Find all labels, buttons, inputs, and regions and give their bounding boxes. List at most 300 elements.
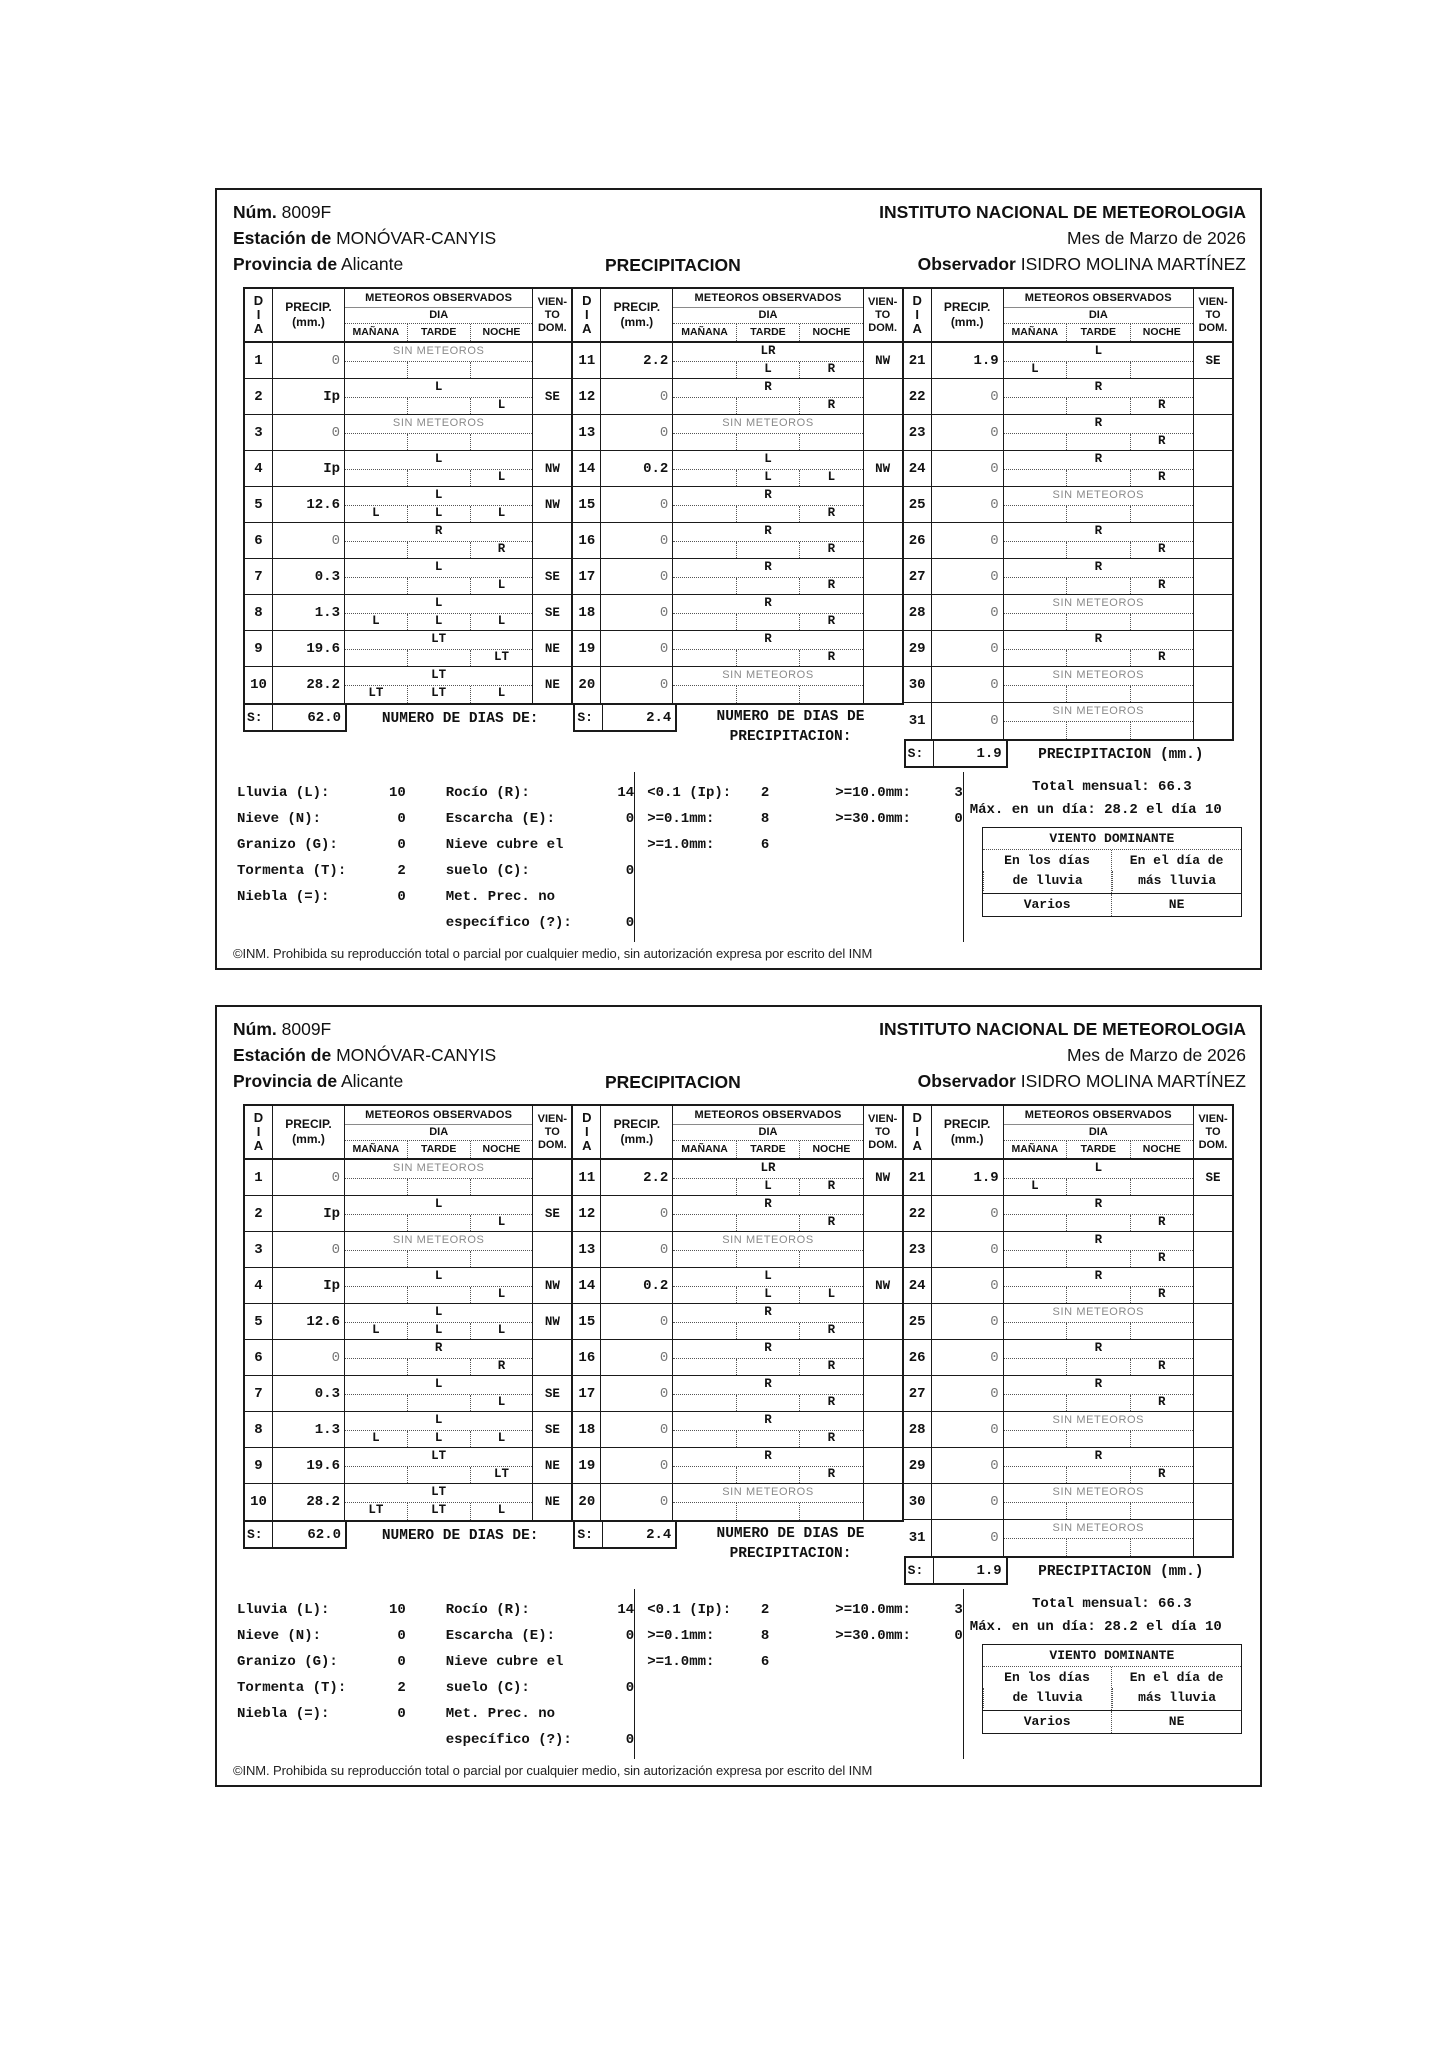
meteoros-column-header xyxy=(1004,1106,1194,1158)
meteor-periods xyxy=(673,1467,862,1483)
sum-label: S: xyxy=(575,705,603,730)
summary-zone xyxy=(217,772,1260,942)
wind-value xyxy=(864,1412,902,1447)
precip-value: 0 xyxy=(932,1520,1004,1556)
meteor-periods xyxy=(1004,1503,1193,1519)
day-number: 31 xyxy=(904,1520,932,1556)
day-row xyxy=(573,343,901,379)
meteor-manana xyxy=(1004,1467,1066,1483)
wind-value xyxy=(1194,595,1232,630)
table-zone xyxy=(217,287,1260,768)
day-row xyxy=(573,1304,901,1340)
meteor-noche xyxy=(1130,1539,1193,1556)
group-table-header xyxy=(573,1106,901,1160)
meteor-periods xyxy=(673,1395,862,1411)
summary-value: 0 xyxy=(397,1706,406,1722)
meteoros-observados-label: METEOROS OBSERVADOS xyxy=(673,1106,862,1125)
meteor-manana xyxy=(673,506,735,522)
day-row xyxy=(245,1412,571,1448)
day-number: 6 xyxy=(245,1340,273,1375)
summary-row xyxy=(237,1727,634,1753)
day-number: 23 xyxy=(904,415,932,450)
group-table-header xyxy=(573,289,901,343)
meteor-tarde: L xyxy=(407,1323,470,1339)
meteor-noche: R xyxy=(799,1395,862,1411)
meteor-tarde xyxy=(736,434,799,450)
summary-row xyxy=(237,1675,634,1701)
viento-dominante-table xyxy=(982,827,1242,917)
wind-value xyxy=(1194,1484,1232,1519)
wind-value: NW xyxy=(875,1278,891,1293)
day-row xyxy=(245,1304,571,1340)
meteor-tarde xyxy=(407,1287,470,1303)
max-dia-line: Máx. en un día: 28.2 el día 10 xyxy=(969,802,1222,818)
wind-value xyxy=(864,559,902,594)
meteor-noche: R xyxy=(470,1359,533,1375)
meteor-day-label: SIN METEOROS xyxy=(1004,1520,1193,1539)
precip-value: 0.2 xyxy=(601,451,673,486)
day-row xyxy=(904,595,1232,631)
viento-column-headers xyxy=(983,850,1241,894)
meteor-noche xyxy=(470,434,533,450)
summary-label: Rocío (R): xyxy=(445,785,530,801)
day-row xyxy=(573,595,901,631)
group-table-days-1-10 xyxy=(243,287,573,705)
meteor-periods xyxy=(1004,1287,1193,1303)
province-line xyxy=(233,1068,403,1094)
group-column-3 xyxy=(904,1104,1234,1585)
summary-value: 8 xyxy=(760,811,770,827)
meteor-tarde xyxy=(1066,1215,1129,1231)
meteor-periods xyxy=(673,614,862,630)
day-row xyxy=(904,451,1232,487)
summary-value: 3 xyxy=(954,1602,963,1618)
day-number: 5 xyxy=(245,1304,273,1339)
summary-value xyxy=(593,884,634,910)
meteor-manana xyxy=(1004,614,1066,630)
day-row xyxy=(573,559,901,595)
meteor-periods xyxy=(673,1287,862,1303)
day-number: 18 xyxy=(573,1412,601,1447)
meteor-noche: R xyxy=(799,506,862,522)
summary-label: específico (?): xyxy=(445,1732,572,1748)
meteor-manana xyxy=(345,650,407,666)
day-number: 6 xyxy=(245,523,273,558)
meteor-tarde xyxy=(407,398,470,414)
summary-label: Nieve (N): xyxy=(237,1628,322,1644)
precip-value: 0 xyxy=(601,559,673,594)
day-number: 31 xyxy=(904,703,932,739)
meteor-manana: LT xyxy=(368,1503,384,1517)
precipitation-form xyxy=(215,1005,1262,1787)
precip-value: 0 xyxy=(932,1376,1004,1411)
summary-label: Nieve cubre el xyxy=(445,1654,564,1670)
summary-row xyxy=(237,858,634,884)
summary-value: 0 xyxy=(397,837,406,853)
meteoros-cell xyxy=(345,487,533,522)
precip-value: 1.9 xyxy=(932,343,1004,378)
meteor-day-label: L xyxy=(345,451,532,470)
meteor-manana: LT xyxy=(368,686,384,700)
precip-value: 0 xyxy=(932,1304,1004,1339)
meteor-periods xyxy=(1004,1539,1193,1556)
meteoros-column-header xyxy=(345,289,533,341)
wind-value: NW xyxy=(544,1278,560,1293)
meteor-manana: L xyxy=(1031,362,1039,376)
meteoros-cell xyxy=(1004,1484,1194,1519)
day-number: 13 xyxy=(573,1232,601,1267)
meteoros-column-header xyxy=(1004,289,1194,341)
period-header-noche: NOCHE xyxy=(1130,324,1193,341)
summary-value: 0 xyxy=(625,1628,635,1644)
day-number: 25 xyxy=(904,1304,932,1339)
wind-value xyxy=(533,523,571,558)
meteor-day-label: R xyxy=(673,1412,862,1431)
precip-value: 0 xyxy=(932,451,1004,486)
day-row xyxy=(245,667,571,703)
meteor-noche: R xyxy=(1130,578,1193,594)
viento-column-headers xyxy=(983,1667,1241,1711)
wind-value xyxy=(1194,1376,1232,1411)
precip-value: 0 xyxy=(932,523,1004,558)
summary-zone xyxy=(217,1589,1260,1759)
meteoros-cell xyxy=(673,1448,863,1483)
meteor-noche xyxy=(799,1251,862,1267)
summary-label: >=10.0mm: xyxy=(835,1602,911,1618)
dia-column-header: D I A xyxy=(245,289,273,341)
meteor-manana: L xyxy=(1031,1179,1039,1193)
meteor-noche xyxy=(1130,614,1193,630)
meteor-noche: L xyxy=(470,614,533,630)
wind-value: NW xyxy=(544,1314,560,1329)
meteor-manana xyxy=(345,398,407,414)
dia-subheader: DIA xyxy=(673,1125,862,1141)
form-number xyxy=(233,199,331,225)
precip-column-header: PRECIP. (mm.) xyxy=(932,289,1004,341)
total-mensual-line: Total mensual: 66.3 xyxy=(1032,1596,1192,1612)
day-row xyxy=(245,631,571,667)
day-row xyxy=(245,1340,571,1376)
summary-label: >=0.1mm: xyxy=(647,811,715,827)
meteor-periods xyxy=(673,506,862,522)
meteor-noche: R xyxy=(799,1431,862,1447)
meteor-noche xyxy=(799,686,862,703)
meteor-day-label: L xyxy=(345,1268,532,1287)
day-number: 22 xyxy=(904,379,932,414)
summary-precip-totals xyxy=(963,1589,1260,1759)
meteor-manana xyxy=(345,434,407,450)
summary-value: 2 xyxy=(760,785,770,801)
meteoros-cell xyxy=(345,451,533,486)
province-line xyxy=(233,251,403,277)
summary-row xyxy=(647,806,963,832)
meteor-periods xyxy=(1004,1431,1193,1447)
meteor-day-label: SIN METEOROS xyxy=(673,1232,862,1251)
summary-label: >=1.0mm: xyxy=(647,837,715,853)
summary-value: 14 xyxy=(617,785,635,801)
meteoros-cell xyxy=(673,1412,863,1447)
precip-value: 0 xyxy=(932,1268,1004,1303)
meteoros-cell xyxy=(345,343,533,378)
meteor-periods xyxy=(673,398,862,414)
day-row xyxy=(573,451,901,487)
meteoros-cell xyxy=(673,523,863,558)
day-number: 24 xyxy=(904,451,932,486)
precip-value: 0 xyxy=(932,1196,1004,1231)
meteor-manana xyxy=(1004,722,1066,739)
meteoros-cell xyxy=(1004,1448,1194,1483)
meteor-noche: R xyxy=(1130,542,1193,558)
sum-value: 2.4 xyxy=(646,709,672,726)
meteor-noche: R xyxy=(799,362,862,378)
dia-subheader: DIA xyxy=(673,308,862,324)
day-number: 21 xyxy=(904,343,932,378)
sum-line xyxy=(243,1522,573,1549)
meteor-day-label: R xyxy=(1004,415,1193,434)
meteor-day-label: SIN METEOROS xyxy=(345,1232,532,1251)
summary-value: 2 xyxy=(397,863,406,879)
meteoros-cell xyxy=(1004,1304,1194,1339)
meteor-tarde xyxy=(736,686,799,703)
precip-value: 0 xyxy=(601,1196,673,1231)
meteor-noche: L xyxy=(470,398,533,414)
day-row xyxy=(904,379,1232,415)
group-column-2 xyxy=(573,287,903,745)
sum-box xyxy=(243,1522,347,1549)
station-label: Estación de xyxy=(233,1045,332,1065)
meteor-periods xyxy=(673,362,862,378)
day-number: 2 xyxy=(245,379,273,414)
meteor-noche xyxy=(1130,722,1193,739)
precip-value: 28.2 xyxy=(273,667,345,703)
sum-line xyxy=(243,705,573,732)
meteor-day-label: R xyxy=(673,631,862,650)
meteoros-cell xyxy=(673,343,863,378)
wind-column-header: VIEN- TO DOM. xyxy=(1198,295,1228,334)
meteor-periods xyxy=(345,614,532,630)
meteoros-cell xyxy=(345,523,533,558)
meteoros-cell xyxy=(673,487,863,522)
meteor-manana xyxy=(345,1359,407,1375)
period-header-manana: MAÑANA xyxy=(352,1143,400,1155)
meteor-tarde xyxy=(407,1395,470,1411)
meteoros-cell xyxy=(673,1196,863,1231)
wind-value xyxy=(533,1340,571,1375)
summary-label: >=0.1mm: xyxy=(647,1628,715,1644)
meteor-periods xyxy=(673,1359,862,1375)
day-number: 12 xyxy=(573,379,601,414)
meteoros-cell xyxy=(673,1340,863,1375)
group-table-header xyxy=(904,1106,1232,1160)
meteor-noche xyxy=(470,362,533,378)
observer-value: ISIDRO MOLINA MARTÍNEZ xyxy=(1020,254,1246,274)
meteor-noche: R xyxy=(1130,1287,1193,1303)
day-number: 16 xyxy=(573,523,601,558)
meteoros-cell xyxy=(345,595,533,630)
meteor-day-label: SIN METEOROS xyxy=(1004,703,1193,722)
precip-value: 0 xyxy=(601,415,673,450)
meteor-tarde xyxy=(736,1215,799,1231)
meteor-day-label: L xyxy=(673,451,862,470)
meteor-tarde xyxy=(736,1251,799,1267)
meteor-manana xyxy=(345,1215,407,1231)
meteor-tarde xyxy=(1066,1179,1129,1195)
meteoros-cell xyxy=(345,667,533,703)
wind-column-header: VIEN- TO DOM. xyxy=(867,1112,898,1151)
table-zone xyxy=(217,1104,1260,1585)
period-header-tarde: TARDE xyxy=(736,1141,799,1158)
meteor-noche xyxy=(1130,1503,1193,1519)
meteor-manana xyxy=(673,1287,735,1303)
wind-value xyxy=(1194,1196,1232,1231)
meteor-manana xyxy=(673,650,735,666)
meteoros-cell xyxy=(1004,703,1194,739)
meteor-tarde: L xyxy=(736,1287,799,1303)
day-number: 2 xyxy=(245,1196,273,1231)
station-label: Estación de xyxy=(233,228,332,248)
meteor-periods xyxy=(345,470,532,486)
summary-label xyxy=(835,1649,934,1675)
meteor-day-label: LT xyxy=(345,1484,532,1503)
sum-value: 2.4 xyxy=(646,1526,672,1543)
day-number: 30 xyxy=(904,667,932,702)
wind-value xyxy=(864,1340,902,1375)
precip-value: 12.6 xyxy=(273,1304,345,1339)
sum-box xyxy=(904,1558,1008,1585)
meteor-manana xyxy=(345,1467,407,1483)
meteor-noche: R xyxy=(470,542,533,558)
meteoros-cell xyxy=(1004,343,1194,378)
precip-value: 0 xyxy=(932,1448,1004,1483)
precip-value: 0 xyxy=(601,1376,673,1411)
meteor-noche xyxy=(470,1179,533,1195)
summary-label: Granizo (G): xyxy=(237,1654,338,1670)
precipitation-form xyxy=(215,188,1262,970)
day-number: 28 xyxy=(904,595,932,630)
wind-value xyxy=(864,1448,902,1483)
day-row xyxy=(904,1376,1232,1412)
meteoros-cell xyxy=(345,1376,533,1411)
meteoros-cell xyxy=(345,1340,533,1375)
meteor-noche: R xyxy=(799,1359,862,1375)
summary-label: Nieve cubre el xyxy=(445,837,564,853)
form-copy-2 xyxy=(215,1005,1262,1787)
meteor-periods xyxy=(345,650,532,666)
meteor-tarde xyxy=(1066,614,1129,630)
day-row xyxy=(904,415,1232,451)
meteor-tarde: L xyxy=(407,1431,470,1447)
meteor-periods xyxy=(1004,1251,1193,1267)
precip-value: 0 xyxy=(601,379,673,414)
meteoros-observados-label: METEOROS OBSERVADOS xyxy=(1004,1106,1193,1125)
group-table-days-21-31 xyxy=(904,287,1234,741)
wind-value: SE xyxy=(544,1386,560,1401)
meteor-day-label: SIN METEOROS xyxy=(1004,1484,1193,1503)
day-number: 27 xyxy=(904,1376,932,1411)
meteor-day-label: SIN METEOROS xyxy=(345,415,532,434)
wind-value xyxy=(864,487,902,522)
meteor-day-label: L xyxy=(1004,1160,1193,1179)
meteor-manana xyxy=(1004,1359,1066,1375)
meteor-noche: R xyxy=(1130,1251,1193,1267)
meteor-noche: L xyxy=(470,578,533,594)
day-row xyxy=(573,1484,901,1520)
meteor-noche: R xyxy=(799,542,862,558)
summary-row xyxy=(237,780,634,806)
meteor-tarde xyxy=(736,614,799,630)
summary-label: Rocío (R): xyxy=(445,1602,530,1618)
meteor-periods xyxy=(1004,722,1193,739)
day-row xyxy=(573,1160,901,1196)
summary-label: Lluvia (L): xyxy=(237,785,330,801)
summary-label: Met. Prec. no xyxy=(445,889,555,905)
meteor-tarde xyxy=(1066,650,1129,666)
summary-meteor-days xyxy=(217,772,634,942)
copyright-note: ©INM. Prohibida su reproducción total o parcial por cualquier medio, sin autorización expresa por escrito del INM xyxy=(233,1763,873,1778)
meteor-day-label: L xyxy=(673,1268,862,1287)
meteor-tarde xyxy=(736,506,799,522)
day-row xyxy=(573,1196,901,1232)
day-row xyxy=(904,631,1232,667)
meteor-manana xyxy=(673,542,735,558)
day-row xyxy=(245,487,571,523)
period-headers xyxy=(673,1141,862,1158)
meteor-noche: R xyxy=(1130,1395,1193,1411)
day-number: 29 xyxy=(904,1448,932,1483)
day-row xyxy=(245,1196,571,1232)
day-row xyxy=(904,1232,1232,1268)
group-column-2 xyxy=(573,1104,903,1562)
meteoros-cell xyxy=(1004,667,1194,702)
meteor-day-label: LR xyxy=(673,343,862,362)
period-header-noche: NOCHE xyxy=(799,1141,862,1158)
day-row xyxy=(904,1268,1232,1304)
summary-label xyxy=(237,1727,367,1753)
precip-value: 0 xyxy=(932,1340,1004,1375)
meteor-day-label: R xyxy=(673,1340,862,1359)
meteoros-cell xyxy=(673,379,863,414)
meteor-noche: R xyxy=(799,578,862,594)
meteoros-cell xyxy=(1004,1520,1194,1556)
meteor-manana xyxy=(1004,1395,1066,1411)
meteor-day-label: R xyxy=(673,559,862,578)
meteor-tarde xyxy=(407,1251,470,1267)
form-header xyxy=(217,1007,1260,1100)
day-number: 8 xyxy=(245,595,273,630)
wind-column-header: VIEN- TO DOM. xyxy=(537,1112,567,1151)
day-number: 20 xyxy=(573,667,601,703)
meteor-periods xyxy=(1004,1179,1193,1195)
summary-value: 0 xyxy=(625,1680,635,1696)
meteoros-cell xyxy=(345,559,533,594)
meteoros-cell xyxy=(345,1268,533,1303)
meteor-noche: L xyxy=(470,1395,533,1411)
meteor-tarde xyxy=(1066,1287,1129,1303)
wind-value: SE xyxy=(544,1206,560,1221)
meteor-noche xyxy=(1130,362,1193,378)
wind-value xyxy=(1194,379,1232,414)
meteor-periods xyxy=(345,1359,532,1375)
group-table-days-21-31 xyxy=(904,1104,1234,1558)
group-table-days-11-20 xyxy=(573,1104,903,1522)
wind-value xyxy=(1194,1340,1232,1375)
meteor-periods xyxy=(345,434,532,450)
dia-subheader: DIA xyxy=(345,308,532,324)
day-number: 8 xyxy=(245,1412,273,1447)
meteoros-cell xyxy=(673,1232,863,1267)
meteoros-observados-label: METEOROS OBSERVADOS xyxy=(673,289,862,308)
wind-value: NE xyxy=(544,1458,560,1473)
